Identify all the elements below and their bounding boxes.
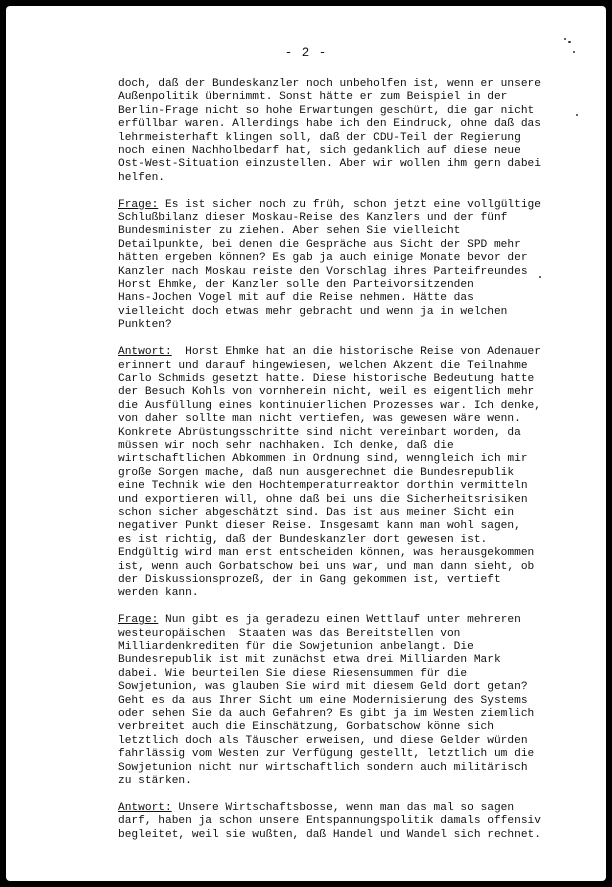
text-line <box>118 91 592 104</box>
text-line <box>118 494 592 507</box>
line-text: dabei. Wie beurteilen Sie diese Riesensummen für die <box>118 667 468 680</box>
speaker-label: Frage: <box>118 198 159 211</box>
line-text: müssen wir noch sehr nachhaken. Ich denke, daß die <box>118 439 454 452</box>
text-line <box>118 721 592 734</box>
text-line <box>118 574 592 587</box>
line-text: helfen. <box>118 171 165 184</box>
text-line <box>118 467 592 480</box>
line-text: Punkten? <box>118 319 172 332</box>
text-line <box>118 132 592 145</box>
line-text: große Sorgen mache, daß nun ausgerechnet die Bundesrepublik <box>118 466 515 479</box>
text-line <box>118 708 592 721</box>
paragraph-antwort <box>118 802 592 842</box>
paragraph <box>118 78 592 185</box>
line-text: Hans-Jochen Vogel mit auf die Reise nehmen. Hätte das <box>118 292 474 305</box>
scan-artifact-mark <box>562 36 576 56</box>
line-text: Berlin-Frage nicht so hohe Erwartungen geschürt, die gar nicht <box>118 104 535 117</box>
line-text: Nun gibt es ja geradezu einen Wettlauf unter mehreren <box>158 614 521 627</box>
text-line <box>118 453 592 466</box>
line-text: Kanzler nach Moskau reiste den Vorschlag ihres Parteifreundes <box>118 265 528 278</box>
line-text: Endgültig wird man erst entscheiden können, was herausgekommen <box>118 547 535 560</box>
line-text: erinnert und darauf hingewiesen, welchen Akzent die Teilnahme <box>118 359 528 372</box>
line-text: Bundesminister zu ziehen. Aber sehen Sie vielleicht <box>118 225 461 238</box>
text-line <box>118 654 592 667</box>
speaker-label: Frage: <box>118 614 159 627</box>
line-text: Detailpunkte, bei denen die Gespräche aus Sicht der SPD mehr <box>118 238 521 251</box>
line-text: Konkrete Abrüstungsschritte sind nicht vereinbart worden, da <box>118 426 521 439</box>
text-line <box>118 239 592 252</box>
line-text: begleitet, weil sie wußten, daß Handel und Wandel sich rechnet. <box>118 828 541 841</box>
text-line <box>118 306 592 319</box>
line-text: die Ausfüllung eines kontinuierlichen Prozesses war. Ich denke, <box>118 399 541 412</box>
line-text: Horst Ehmke hat an die historische Reise von Adenauer <box>171 346 541 359</box>
line-text: der Besuch Kohls von vornherein nicht, weil es eigentlich mehr <box>118 386 535 399</box>
text-line <box>118 735 592 748</box>
line-text: wirtschaftlichen Abkommen in Ordnung sind, wenngleich ich mir <box>118 453 528 466</box>
line-text: Es ist sicher noch zu früh, schon jetzt eine vollgültige <box>158 198 541 211</box>
line-text: Geht es da aus Ihrer Sicht um eine Modernisierung des Systems <box>118 694 528 707</box>
line-text: der Diskussionsprozeß, der in Gang gekommen ist, vertieft <box>118 574 501 586</box>
text-line <box>118 547 592 560</box>
text-line <box>118 413 592 426</box>
text-line <box>118 534 592 547</box>
line-text: darf, haben ja schon unsere Entspannungspolitik damals offensiv <box>118 815 541 828</box>
text-line <box>118 78 592 91</box>
text-line <box>118 815 592 828</box>
line-text: Ost-West-Situation einzustellen. Aber wir wollen ihm gern dabei <box>118 158 541 171</box>
line-text: Unsere Wirtschaftsbosse, wenn man das mal so sagen <box>171 801 515 814</box>
paragraph-frage <box>118 199 592 333</box>
text-line <box>118 386 592 399</box>
line-text: ist, wenn auch Gorbatschow bei uns war, und man dann sieht, ob <box>118 560 535 573</box>
line-text: doch, daß der Bundeskanzler noch unbeholfen ist, wenn er unsere <box>118 78 541 90</box>
text-line <box>118 668 592 681</box>
text-line <box>118 587 592 600</box>
text-line <box>118 480 592 493</box>
line-text: von daher sollte man nicht vertiefen, was gewesen wäre wenn. <box>118 413 521 426</box>
text-line <box>118 158 592 171</box>
line-text: schon sicher abgeschätzt sind. Das ist aus meiner Sicht ein <box>118 506 515 519</box>
line-text: verbreitet auch die Einschätzung, Gorbatschow könne sich <box>118 721 494 734</box>
line-text: erfüllbar waren. Allerdings habe ich den Eindruck, ohne daß das <box>118 118 541 131</box>
line-text: Sowjetunion nicht nur wirtschaftlich sondern auch militärisch <box>118 761 528 774</box>
paragraph-frage <box>118 614 592 788</box>
line-text: es ist richtig, daß der Bundeskanzler dort gewesen ist. <box>118 533 488 546</box>
line-text: noch einen Nachholbedarf hat, sich gedanklich auf diese neue <box>118 145 521 158</box>
text-line <box>118 105 592 118</box>
text-line <box>118 748 592 761</box>
line-text: zu stärken. <box>118 775 192 788</box>
text-line <box>118 829 592 842</box>
document-page <box>6 6 606 881</box>
text-line <box>118 212 592 225</box>
text-line <box>118 802 592 815</box>
line-text: negativer Punkt dieser Reise. Insgesamt kann man wohl sagen, <box>118 520 521 533</box>
line-text: lehrmeisterhaft klingen soll, daß der CDU-Teil der Regierung <box>118 131 521 144</box>
text-line <box>118 628 592 641</box>
text-line <box>118 762 592 775</box>
text-line <box>118 561 592 574</box>
line-text: Horst Ehmke, der Kanzler solle den Parteivorsitzenden <box>118 279 474 292</box>
line-text: Schlußbilanz dieser Moskau-Reise des Kanzlers und der fünf <box>118 212 508 225</box>
line-text: Milliardenkrediten für die Sowjetunion anbelangt. Die <box>118 641 474 654</box>
text-line <box>118 172 592 185</box>
text-line <box>118 252 592 265</box>
text-line <box>118 440 592 453</box>
line-text: fahrlässig vom Westen zur Verfügung gestellt, letztlich um die <box>118 748 535 761</box>
text-line <box>118 507 592 520</box>
line-text: Außenpolitik übernimmt. Sonst hätte er zum Beispiel in der <box>118 91 508 104</box>
text-line <box>118 199 592 212</box>
line-text: Carlo Schmids gesetzt hatte. Diese historische Bedeutung hatte <box>118 372 535 385</box>
interview-transcript <box>118 78 592 855</box>
text-line <box>118 118 592 131</box>
line-text: werden kann. <box>118 587 199 600</box>
line-text: westeuropäischen Staaten was das Bereitstellen von <box>118 627 461 640</box>
paragraph-antwort <box>118 346 592 601</box>
text-line <box>118 346 592 359</box>
text-line <box>118 614 592 627</box>
text-line <box>118 319 592 332</box>
line-text: eine Technik wie den Hochtemperaturreaktor dorthin vermitteln <box>118 480 528 493</box>
text-line <box>118 681 592 694</box>
text-line <box>118 520 592 533</box>
text-line <box>118 695 592 708</box>
text-line <box>118 292 592 305</box>
line-text: letztlich doch als Täuscher erweisen, und diese Gelder würden <box>118 734 528 747</box>
text-line <box>118 225 592 238</box>
text-line <box>118 641 592 654</box>
text-line <box>118 145 592 158</box>
line-text: oder sehen Sie da auch Gefahren? Es gibt ja im Westen ziemlich <box>118 708 535 721</box>
text-line <box>118 775 592 788</box>
text-line <box>118 279 592 292</box>
text-line <box>118 373 592 386</box>
speaker-label: Antwort: <box>118 346 172 359</box>
line-text: und exportieren will, ohne daß bei uns die Sicherheitsrisiken <box>118 493 528 506</box>
speaker-label: Antwort: <box>118 801 172 814</box>
text-line <box>118 427 592 440</box>
text-line <box>118 360 592 373</box>
text-line <box>118 400 592 413</box>
text-line <box>118 266 592 279</box>
line-text: hätten ergeben können? Es gab ja auch einige Monate bevor der <box>118 252 528 265</box>
line-text: Sowjetunion, was glauben Sie wird mit diesem Geld dort getan? <box>118 681 528 694</box>
line-text: Bundesrepublik ist mit zunächst etwa drei Milliarden Mark <box>118 654 501 667</box>
page-number: - 2 - <box>284 46 328 60</box>
line-text: vielleicht doch etwas mehr gebracht und wenn ja in welchen <box>118 305 508 318</box>
